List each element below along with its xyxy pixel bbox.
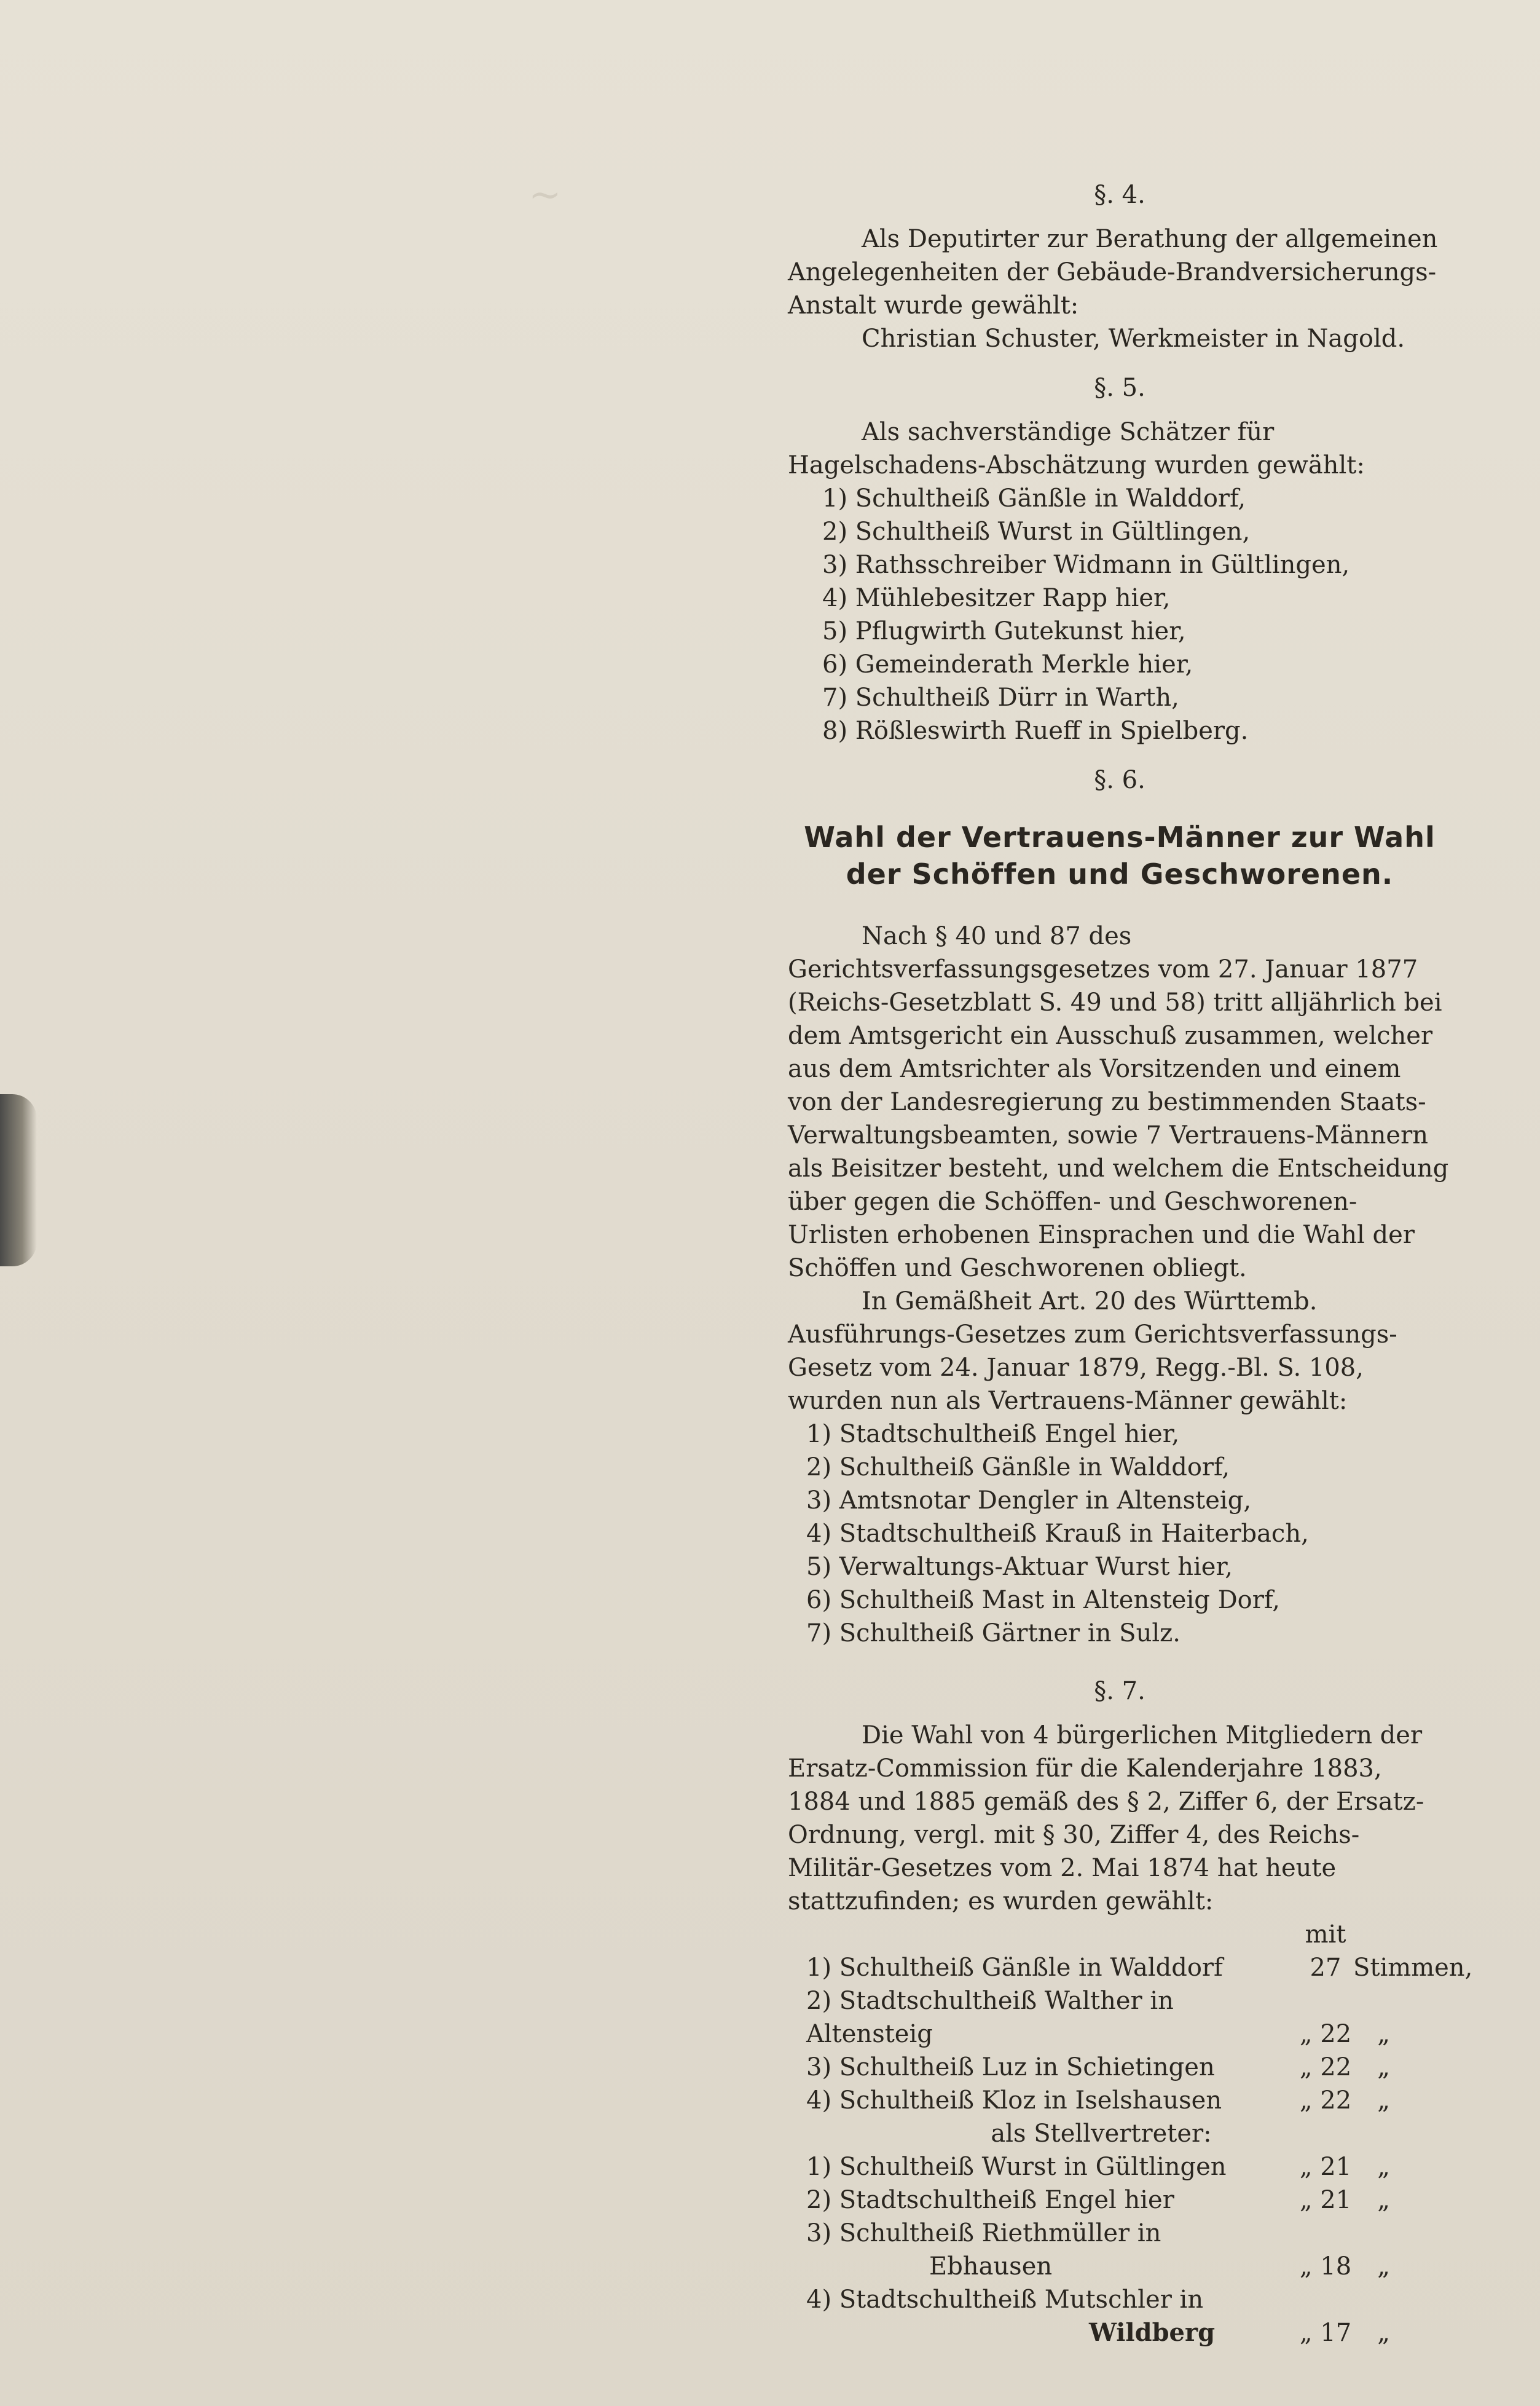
deputy-name: 2) Stadtschultheiß Engel hier — [806, 2186, 1174, 2214]
list-item: 1) Schultheiß Gänßle in Walddorf, — [822, 484, 1246, 513]
section-5-header: §. 5. — [1094, 374, 1145, 402]
text-column — [788, 172, 1473, 2349]
section-5-text: Als sachverständige Schätzer für Hagelschadens-Abschätzung wurden gewählt: — [788, 418, 1365, 479]
section-6-header: §. 6. — [1094, 766, 1145, 794]
member-row — [788, 1984, 1452, 2051]
member-row — [788, 1918, 1473, 1984]
deputy-row-cont — [788, 2250, 1452, 2283]
deputy-unit: „ — [1377, 2319, 1390, 2347]
deputy-name: 1) Schultheiß Wurst in Gültlingen — [806, 2153, 1227, 2181]
list-item: 2) Schultheiß Wurst in Gültlingen, — [822, 518, 1251, 546]
section-6-paragraph-1: Nach § 40 und 87 des Gerichtsverfassungsgesetzes vom 27. Januar 1877 (Reichs-Gesetzblatt S. 49 und 58) tritt alljährlich bei dem Amtsgericht ein Ausschuß zusammen, welcher aus dem Amtsrichter als Vorsitzenden und einem von der Landesregierung zu bestimmenden Staats-Verwaltungsbeamten, sowie 7 Vertrauens-Männern als Beisitzer besteht, und welchem die Entscheidung über gegen die Schöffen- und Geschworenen-Urlisten erhobenen Einsprachen und die Wahl der Schöffen und Geschworenen obliegt. — [788, 922, 1449, 1282]
list-item: 4) Stadtschultheiß Krauß in Haiterbach, — [806, 1520, 1309, 1548]
section-6-paragraph-2: In Gemäßheit Art. 20 des Württemb. Ausführungs-Gesetzes zum Gerichtsverfassungs-Gesetz vom 24. Januar 1879, Regg.-Bl. S. 108, wurden nun als Vertrauens-Männer gewählt: — [788, 1287, 1397, 1415]
deputy-row-cont — [788, 2316, 1452, 2349]
section-6-list — [788, 1418, 1452, 1650]
member-unit: „ — [1377, 2020, 1390, 2048]
section-7-header: §. 7. — [1094, 1677, 1145, 1705]
deputy-name: 3) Schultheiß Riethmüller in — [806, 2219, 1161, 2247]
deputy-votes: „ 21 — [1299, 2186, 1352, 2214]
deputy-row — [788, 2183, 1452, 2217]
member-name: 4) Schultheiß Kloz in Iselshausen — [806, 2086, 1222, 2115]
deputy-votes: „ 17 — [1299, 2319, 1352, 2347]
list-item: 3) Rathsschreiber Widmann in Gültlingen, — [822, 551, 1350, 579]
section-4-text: Als Deputirter zur Berathung der allgemeinen Angelegenheiten der Gebäude-Brandversicherungs-Anstalt wurde gewählt: — [788, 225, 1438, 320]
bleed-through-text: ~ — [528, 172, 562, 218]
deputy-row — [788, 2150, 1452, 2183]
list-item: 3) Amtsnotar Dengler in Altensteig, — [806, 1486, 1252, 1515]
member-unit: „ — [1377, 2086, 1390, 2115]
member-name: 1) Schultheiß Gänßle in Walddorf — [806, 1954, 1223, 1982]
deputy-place: Wildberg — [1089, 2318, 1216, 2347]
list-item: 6) Schultheiß Mast in Altensteig Dorf, — [806, 1586, 1280, 1614]
list-item: 4) Mühlebesitzer Rapp hier, — [822, 584, 1171, 612]
deputy-row — [788, 2217, 1452, 2250]
deputies-label: als Stellvertreter: — [991, 2120, 1212, 2148]
list-item: 5) Verwaltungs-Aktuar Wurst hier, — [806, 1553, 1233, 1581]
list-item: 7) Schultheiß Dürr in Warth, — [822, 684, 1179, 712]
member-name: 3) Schultheiß Luz in Schietingen — [806, 2053, 1215, 2081]
list-item: 1) Stadtschultheiß Engel hier, — [806, 1420, 1180, 1448]
member-votes: „ 22 — [1299, 2053, 1352, 2081]
member-row — [788, 2051, 1452, 2084]
deputy-unit: „ — [1377, 2186, 1390, 2214]
section-7-text: Die Wahl von 4 bürgerlichen Mitgliedern der Ersatz-Commission für die Kalenderjahre 1883, 1884 und 1885 gemäß des § 2, Ziffer 6, der Ersatz-Ordnung, vergl. mit § 30, Ziffer 4, des Reichs-Militär-Gesetzes vom 2. Mai 1874 hat heute stattzufinden; es wurden gewählt: — [788, 1721, 1424, 1915]
list-item: 8) Rößleswirth Rueff in Spielberg. — [822, 717, 1249, 745]
list-item: 5) Pflugwirth Gutekunst hier, — [822, 617, 1186, 645]
page-edge-shadow — [0, 1094, 37, 1266]
list-item: 2) Schultheiß Gänßle in Walddorf, — [806, 1453, 1230, 1481]
section-4-header: §. 4. — [1094, 181, 1145, 209]
member-votes: „ 22 — [1299, 2020, 1352, 2048]
member-unit: Stimmen, — [1353, 1954, 1473, 1982]
deputy-name: 4) Stadtschultheiß Mutschler in — [806, 2286, 1204, 2314]
member-name: 2) Stadtschultheiß Walther in Altensteig — [806, 1987, 1174, 2048]
deputy-unit: „ — [1377, 2153, 1390, 2181]
member-row — [788, 2084, 1452, 2117]
deputy-row — [788, 2283, 1452, 2316]
member-votes: „ 22 — [1299, 2086, 1352, 2115]
deputy-unit: „ — [1377, 2252, 1390, 2281]
list-item: 7) Schultheiß Gärtner in Sulz. — [806, 1619, 1181, 1647]
section-6-title: Wahl der Vertrauens-Männer zur Wahl der Schöffen und Geschworenen. — [804, 821, 1436, 891]
member-votes: mit 27 — [1305, 1920, 1346, 1982]
deputy-votes: „ 18 — [1299, 2252, 1352, 2281]
deputy-votes: „ 21 — [1299, 2153, 1352, 2181]
list-item: 6) Gemeinderath Merkle hier, — [822, 650, 1193, 679]
deputy-place: Ebhausen — [929, 2252, 1053, 2281]
section-5-list — [788, 482, 1452, 747]
section-4-person: Christian Schuster, Werkmeister in Nagold. — [862, 325, 1405, 353]
member-unit: „ — [1377, 2053, 1390, 2081]
